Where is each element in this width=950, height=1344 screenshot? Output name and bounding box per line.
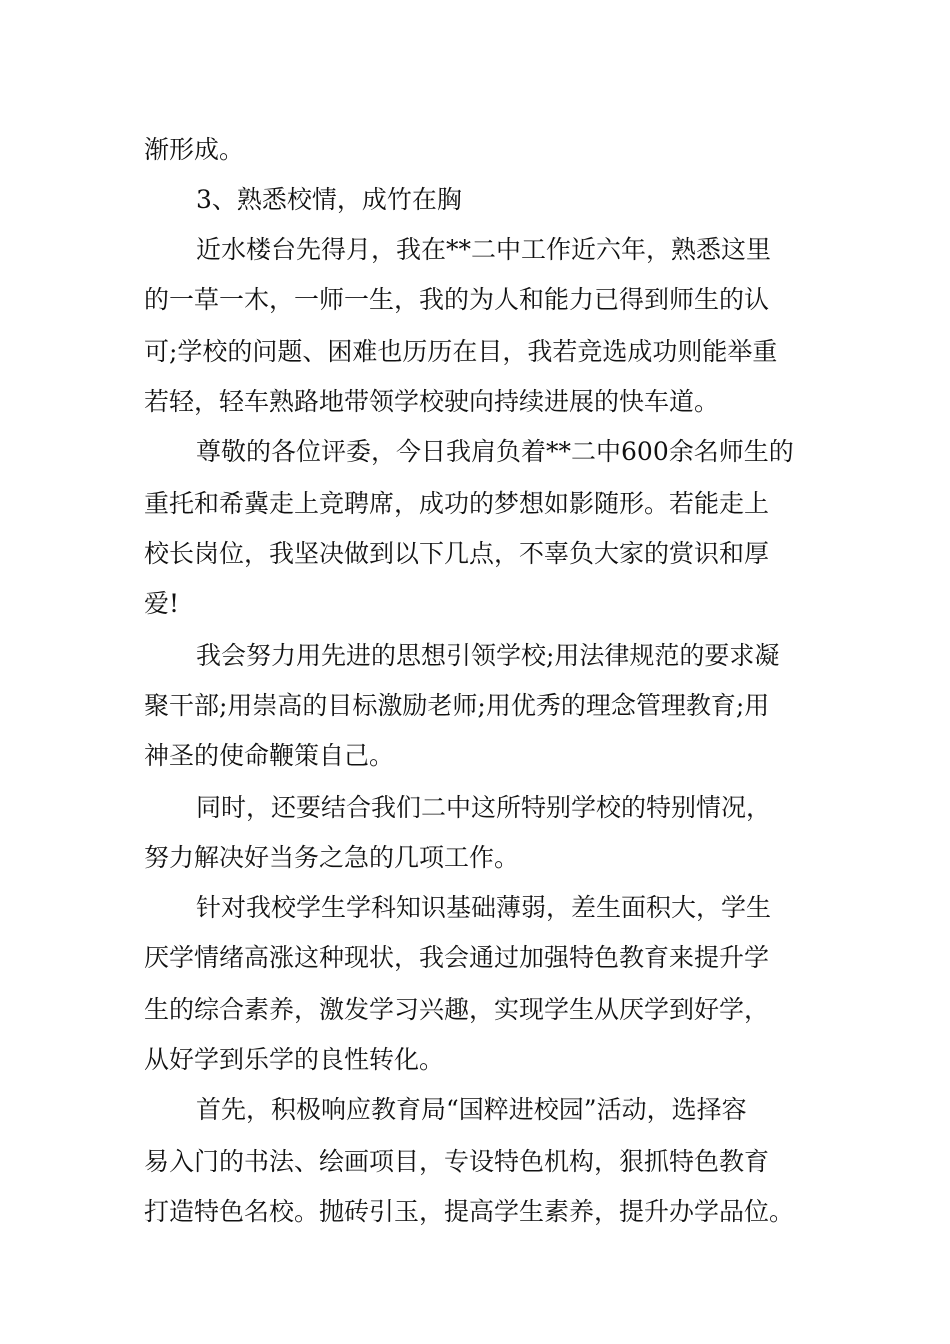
text-line: 渐形成。: [144, 135, 245, 164]
text-line: 厌学情绪高涨这种现状，我会通过加强特色教育来提升学: [144, 943, 770, 972]
text-line: 神圣的使命鞭策自己。: [144, 741, 395, 770]
section-heading: 3、熟悉校情，成竹在胸: [196, 185, 462, 214]
text-line: 首先，积极响应教育局“国粹进校园”活动，选择容: [196, 1095, 747, 1124]
text-line: 可;学校的问题、困难也历历在目，我若竞选成功则能举重: [144, 337, 778, 366]
text-line: 易入门的书法、绘画项目，专设特色机构，狠抓特色教育: [144, 1147, 770, 1176]
text-line: 若轻，轻车熟路地带领学校驶向持续进展的快车道。: [144, 387, 720, 416]
text-line: 尊敬的各位评委，今日我肩负着**二中600余名师生的: [196, 437, 794, 466]
text-line: 爱!: [144, 589, 180, 618]
text-line: 近水楼台先得月，我在**二中工作近六年，熟悉这里: [196, 235, 772, 264]
text-line: 重托和希冀走上竞聘席，成功的梦想如影随形。若能走上: [144, 489, 770, 518]
text-line: 我会努力用先进的思想引领学校;用法律规范的要求凝: [196, 641, 780, 670]
text-line: 同时，还要结合我们二中这所特别学校的特别情况，: [196, 793, 772, 822]
text-line: 的一草一木，一师一生，我的为人和能力已得到师生的认: [144, 285, 770, 314]
text-line: 聚干部;用崇高的目标激励老师;用优秀的理念管理教育;用: [144, 691, 770, 720]
text-line: 针对我校学生学科知识基础薄弱，差生面积大，学生: [196, 893, 772, 922]
text-line: 努力解决好当务之急的几项工作。: [144, 843, 520, 872]
text-line: 生的综合素养，激发学习兴趣，实现学生从厌学到好学，: [144, 995, 770, 1024]
text-line: 校长岗位，我坚决做到以下几点，不辜负大家的赏识和厚: [144, 539, 770, 568]
text-line: 打造特色名校。抛砖引玉，提高学生素养，提升办学品位。: [144, 1197, 795, 1226]
text-line: 从好学到乐学的良性转化。: [144, 1045, 445, 1074]
